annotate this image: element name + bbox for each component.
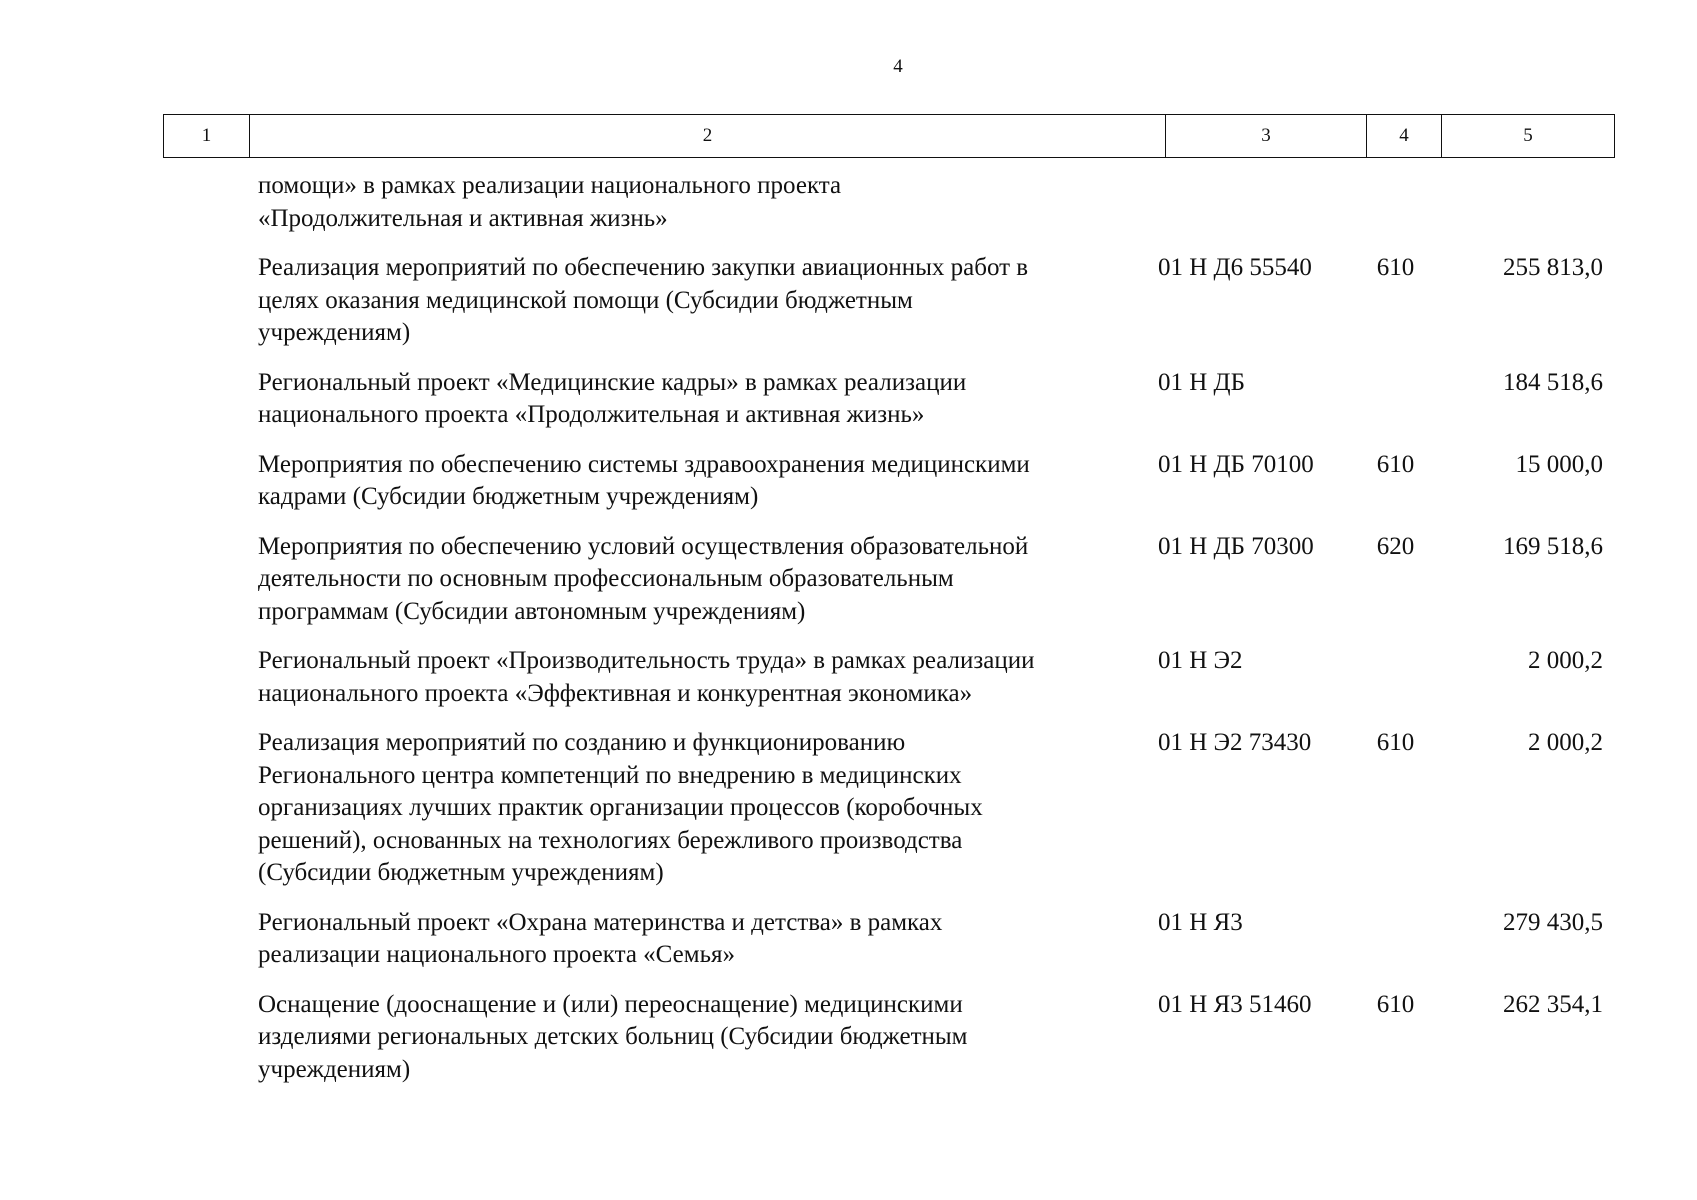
row-type: [1358, 645, 1433, 710]
row-code: [1158, 367, 1358, 432]
row-name-text: Региональный проект «Производительность труда» в рамках реализации национального проекта «Эффективная и конкурентная экономика»: [258, 647, 1035, 707]
row-name: [258, 727, 1158, 890]
row-col1: [163, 252, 258, 350]
row-code-text: 01 Н Я3: [1158, 908, 1243, 936]
row-type: [1358, 367, 1433, 432]
table-row: [163, 645, 1611, 710]
row-amount: [1433, 170, 1603, 235]
row-amount: 184 518,6: [1503, 368, 1603, 396]
row-code-text: 01 Н Я3 51460: [1158, 990, 1312, 1018]
row-code-text: 01 Н Д6 55540: [1158, 254, 1312, 281]
row-type: 610: [1376, 990, 1415, 1018]
row-name: [258, 907, 1158, 972]
budget-table-body: [163, 170, 1611, 1103]
column-header-2: 2: [250, 115, 1166, 158]
row-type: 610: [1376, 729, 1415, 756]
table-row: [163, 907, 1611, 972]
row-name: [258, 989, 1158, 1087]
row-col1: [163, 170, 258, 235]
row-type: [1358, 907, 1433, 972]
row-col1: [163, 907, 258, 972]
row-code: [1158, 907, 1358, 972]
row-name-text: Мероприятия по обеспечению системы здравоохранения медицинскими кадрами (Субсидии бюджетным учреждениям): [258, 450, 1030, 510]
row-col1: [163, 367, 258, 432]
row-code: [1158, 727, 1358, 890]
row-name: [258, 531, 1158, 629]
row-col1: [163, 645, 258, 710]
row-name-text: Региональный проект «Медицинские кадры» в рамках реализации национального проекта «Продолжительная и активная жизнь»: [258, 368, 967, 428]
row-amount: 2 000,2: [1528, 729, 1603, 756]
row-name-text: помощи» в рамках реализации национального проекта «Продолжительная и активная жизнь»: [258, 172, 842, 232]
row-amount: 262 354,1: [1503, 990, 1603, 1018]
row-name-text: Реализация мероприятий по обеспечению закупки авиационных работ в целях оказания медицинской помощи (Субсидии бюджетным учреждениям): [258, 254, 1029, 346]
page-number: [0, 56, 1697, 78]
row-name: [258, 645, 1158, 710]
row-name-text: Оснащение (дооснащение и (или) переоснащение) медицинскими изделиями региональных детских больниц (Субсидии бюджетным учреждениям): [258, 990, 968, 1083]
row-name-text: Мероприятия по обеспечению условий осуществления образовательной деятельности по основным профессиональным образовательным программам (Субсидии автономным учреждениям): [258, 532, 1029, 625]
row-code: [1158, 449, 1358, 514]
table-row: [163, 449, 1611, 514]
row-col1: [163, 727, 258, 890]
row-col1: [163, 531, 258, 629]
row-code-text: 01 Н Э2 73430: [1158, 729, 1312, 756]
row-name: [258, 449, 1158, 514]
row-type: [1358, 170, 1433, 235]
row-amount: 2 000,2: [1528, 647, 1603, 674]
row-name: [258, 170, 1158, 235]
table-row: [163, 531, 1611, 629]
row-name-text: Региональный проект «Охрана материнства и детства» в рамках реализации национального проекта «Семья»: [258, 908, 943, 968]
row-amount: 15 000,0: [1515, 450, 1603, 478]
row-name-text: Реализация мероприятий по созданию и функционированию Регионального центра компетенций по внедрению в медицинских организациях лучших практик организации процессов (коробочных решений), основанных на технологиях бережливого производства (Субсидии бюджетным учреждениям): [258, 729, 983, 886]
column-header-3: 3: [1166, 115, 1367, 158]
row-code: [1158, 170, 1358, 235]
row-code-text: 01 Н ДБ 70300: [1158, 532, 1314, 560]
row-code: [1158, 531, 1358, 629]
row-code-text: 01 Н ДБ 70100: [1158, 450, 1314, 478]
row-amount: 169 518,6: [1503, 532, 1603, 560]
table-row: [163, 252, 1611, 350]
column-header-table: [163, 114, 1615, 158]
row-type: 620: [1376, 532, 1415, 560]
column-header-row: [164, 115, 1615, 158]
row-code: [1158, 645, 1358, 710]
row-amount: 255 813,0: [1503, 254, 1603, 281]
row-col1: [163, 449, 258, 514]
column-header-4: 4: [1367, 115, 1442, 158]
row-type: 610: [1376, 254, 1415, 281]
row-code: [1158, 252, 1358, 350]
row-name: [258, 252, 1158, 350]
column-header-5: 5: [1442, 115, 1615, 158]
table-row: [163, 170, 1611, 235]
row-code-text: 01 Н ДБ: [1158, 368, 1245, 396]
page-number-text: 4: [893, 56, 903, 77]
row-type: 610: [1376, 450, 1415, 478]
row-name: [258, 367, 1158, 432]
row-amount: 279 430,5: [1503, 908, 1603, 936]
row-code: [1158, 989, 1358, 1087]
table-row: [163, 989, 1611, 1087]
column-header-1: 1: [164, 115, 250, 158]
table-row: [163, 367, 1611, 432]
row-col1: [163, 989, 258, 1087]
row-code-text: 01 Н Э2: [1158, 647, 1243, 674]
table-row: [163, 727, 1611, 890]
